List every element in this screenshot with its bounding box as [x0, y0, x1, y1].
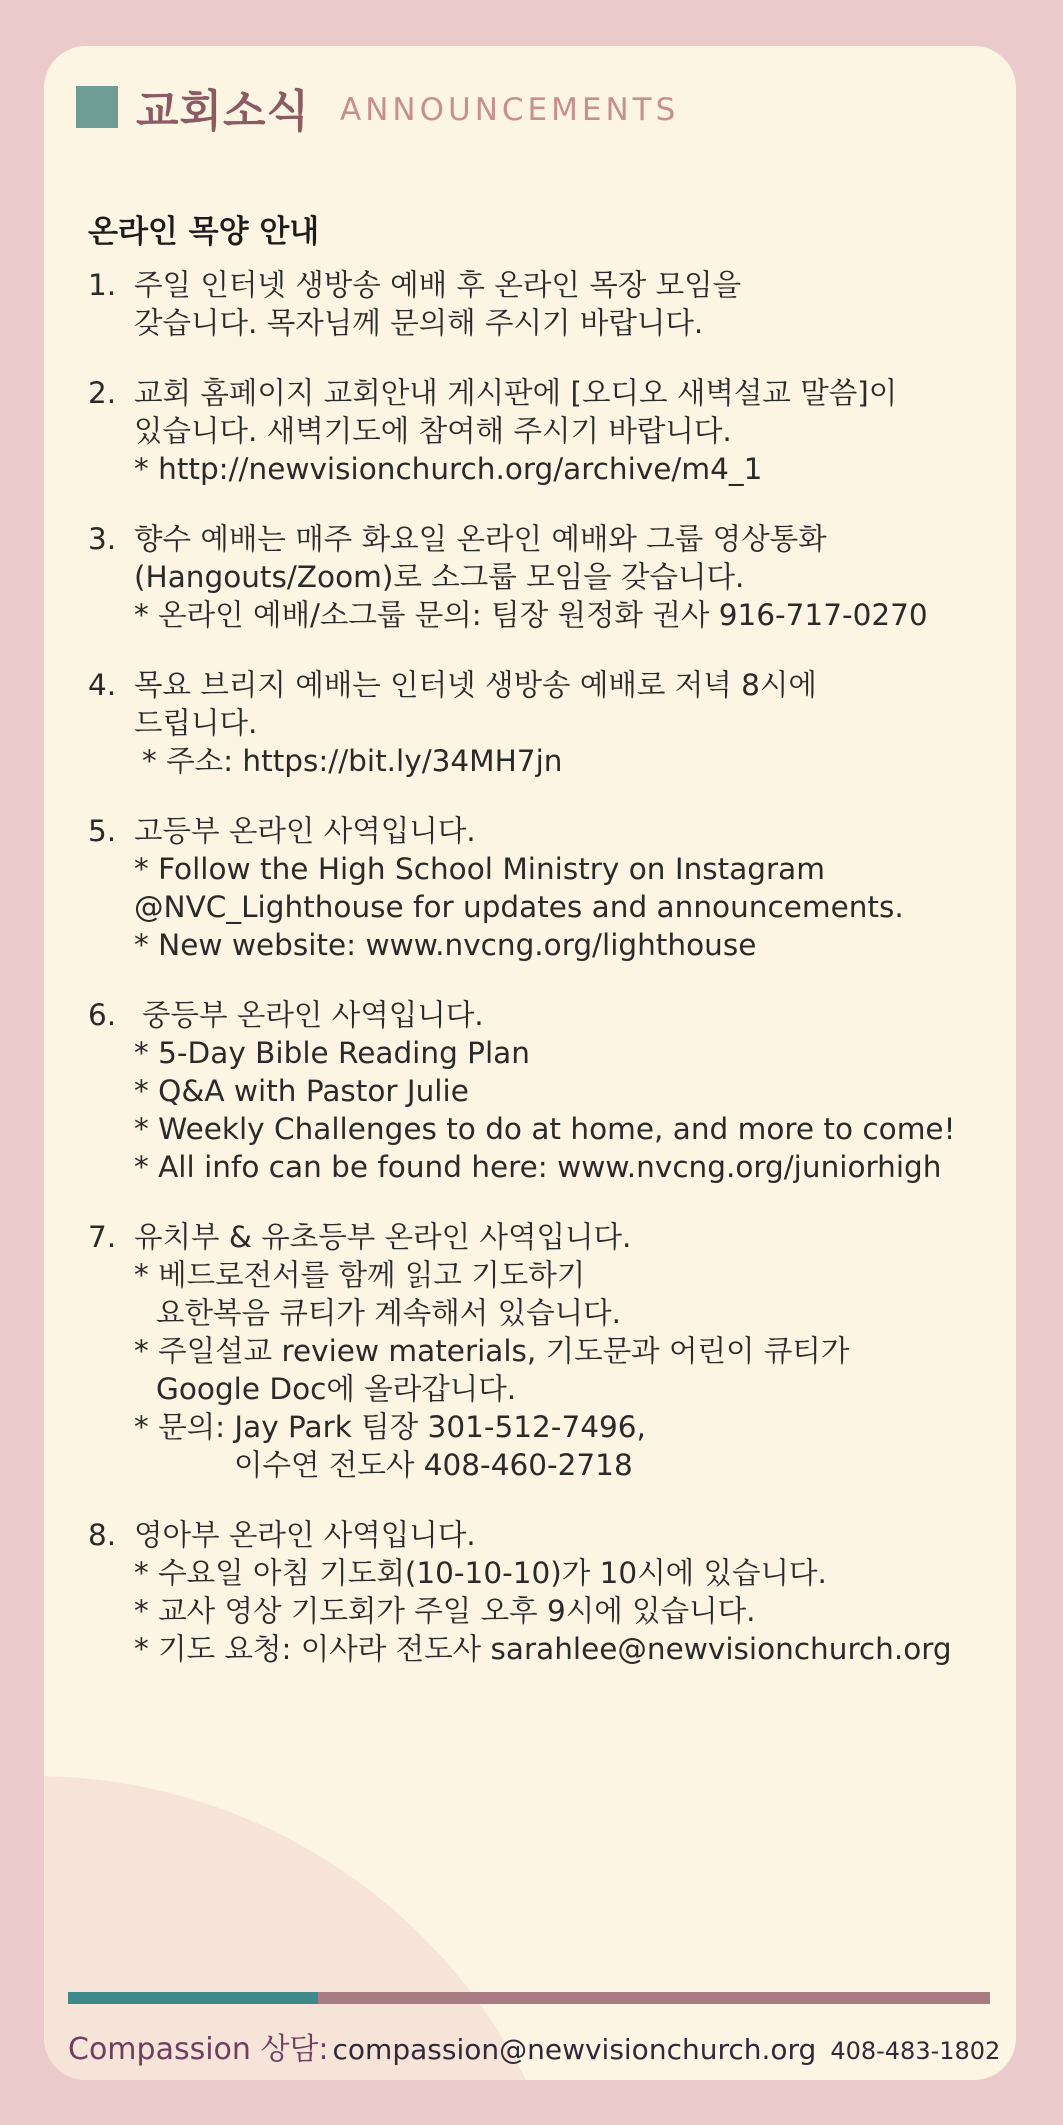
- item-number: 1.: [88, 268, 117, 302]
- item-line: (Hangouts/Zoom)로 소그룹 모임을 갖습니다.: [134, 560, 745, 594]
- instagram-handle: @NVC_Lighthouse for updates and announcements.: [134, 890, 904, 924]
- item-line: * 문의: Jay Park 팀장 301-512-7496,: [134, 1410, 646, 1444]
- item-line: 드립니다.: [134, 706, 258, 740]
- announcement-item-1: [88, 266, 1008, 342]
- item-line: 향수 예배는 매주 화요일 온라인 예배와 그룹 영상통화: [134, 522, 827, 556]
- header-title-en: ANNOUNCEMENTS: [340, 92, 680, 128]
- item-line: 요한복음 큐티가 계속해서 있습니다.: [156, 1296, 621, 1330]
- announcement-item-6: [88, 996, 1008, 1186]
- item-line: 고등부 온라인 사역입니다.: [134, 814, 476, 848]
- item-line: * 주일설교 review materials, 기도문과 어린이 큐티가: [134, 1334, 850, 1368]
- footer-bar-mauve: [318, 1992, 990, 2004]
- item-line: Google Doc에 올라갑니다.: [156, 1372, 517, 1406]
- header: [76, 76, 679, 138]
- item-number: 8.: [88, 1518, 117, 1552]
- item-number: 6.: [88, 998, 117, 1032]
- item-line: * 수요일 아침 기도회(10-10-10)가 10시에 있습니다.: [134, 1556, 827, 1590]
- announcement-card: [44, 46, 1016, 2080]
- announcement-item-3: [88, 520, 1008, 634]
- announcement-item-5: [88, 812, 1008, 964]
- archive-link[interactable]: * http://newvisionchurch.org/archive/m4_1: [134, 452, 763, 486]
- footer-email-link[interactable]: compassion@newvisionchurch.org: [332, 2033, 817, 2066]
- header-title-ko: 교회소식: [136, 86, 311, 137]
- item-line: * Q&A with Pastor Julie: [134, 1074, 469, 1108]
- bridge-link[interactable]: * 주소: https://bit.ly/34MH7jn: [142, 744, 563, 778]
- juniorhigh-link[interactable]: * All info can be found here: www.nvcng.org/juniorhigh: [134, 1150, 942, 1184]
- item-number: 3.: [88, 522, 117, 556]
- section-subtitle: 온라인 목양 안내: [88, 214, 320, 250]
- item-number: 4.: [88, 668, 117, 702]
- item-line: 갖습니다. 목자님께 문의해 주시기 바랍니다.: [134, 306, 704, 340]
- lighthouse-link[interactable]: * New website: www.nvcng.org/lighthouse: [134, 928, 757, 962]
- item-line: 유치부 & 유초등부 온라인 사역입니다.: [134, 1220, 632, 1254]
- footer-label: Compassion 상담:: [68, 2032, 329, 2067]
- item-line: 중등부 온라인 사역입니다.: [142, 998, 484, 1032]
- footer: [68, 2024, 1008, 2068]
- item-line: * Weekly Challenges to do at home, and more to come!: [134, 1112, 956, 1146]
- item-line: * Follow the High School Ministry on Instagram: [134, 852, 825, 886]
- footer-phone: 408-483-1802: [830, 2037, 1001, 2065]
- item-number: 7.: [88, 1220, 117, 1254]
- announcement-item-8: [88, 1516, 1008, 1668]
- item-number: 2.: [88, 376, 117, 410]
- item-number: 5.: [88, 814, 117, 848]
- header-square-icon: [76, 86, 118, 128]
- footer-divider: [68, 1992, 990, 2004]
- item-line: * 온라인 예배/소그룹 문의: 팀장 원정화 권사 916-717-0270: [134, 598, 928, 632]
- item-line: * 베드로전서를 함께 읽고 기도하기: [134, 1258, 586, 1292]
- item-line: * 5-Day Bible Reading Plan: [134, 1036, 530, 1070]
- item-line: 목요 브리지 예배는 인터넷 생방송 예배로 저녁 8시에: [134, 668, 817, 702]
- announcement-item-2: [88, 374, 1008, 488]
- announcement-list: [88, 266, 1008, 1668]
- announcement-item-4: [88, 666, 1008, 780]
- prayer-request-email[interactable]: * 기도 요청: 이사라 전도사 sarahlee@newvisionchurch.org: [134, 1632, 952, 1666]
- item-line: 주일 인터넷 생방송 예배 후 온라인 목장 모임을: [134, 268, 742, 302]
- item-line: 교회 홈페이지 교회안내 게시판에 [오디오 새벽설교 말씀]이: [134, 376, 898, 410]
- item-line: * 교사 영상 기도회가 주일 오후 9시에 있습니다.: [134, 1594, 756, 1628]
- item-line: 이수연 전도사 408-460-2718: [234, 1448, 633, 1482]
- announcement-item-7: [88, 1218, 1008, 1484]
- footer-bar-teal: [68, 1992, 318, 2004]
- item-line: 영아부 온라인 사역입니다.: [134, 1518, 476, 1552]
- item-line: 있습니다. 새벽기도에 참여해 주시기 바랍니다.: [134, 414, 732, 448]
